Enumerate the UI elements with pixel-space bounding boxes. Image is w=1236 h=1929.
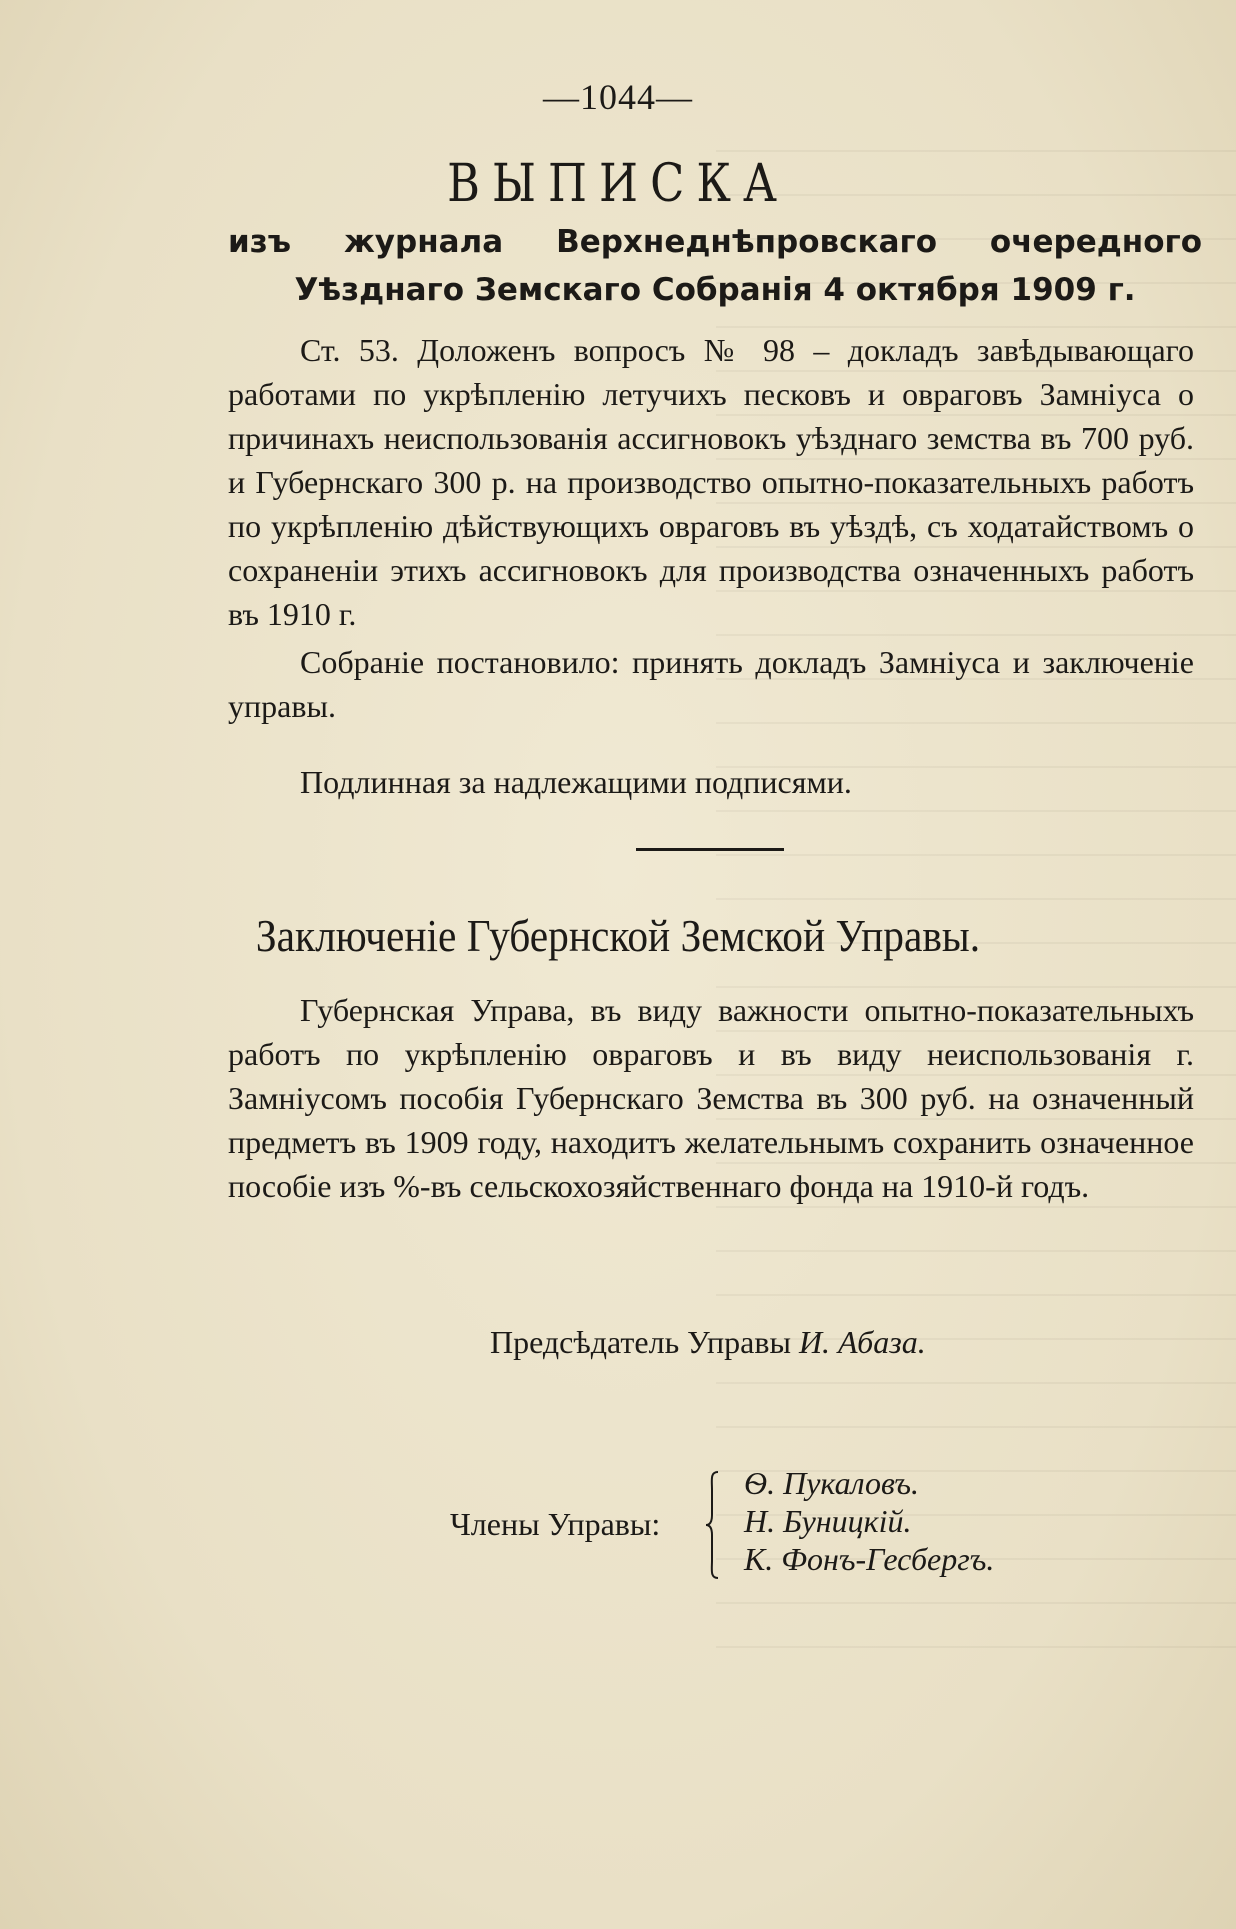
curly-brace-icon — [704, 1470, 720, 1580]
paragraph-report — [228, 328, 1194, 636]
members-list — [744, 1464, 994, 1578]
paragraph-resolution — [228, 640, 1194, 728]
paragraph-certification — [228, 760, 1194, 804]
document-subtitle: изъ журнала Верхнеднѣпровскаго очередного Уѣзднаго Земскаго Собранія 4 октября 1909 г. — [228, 224, 1202, 308]
chairman-label: Предсѣдатель Управы — [490, 1324, 791, 1360]
paragraph-certification-text: Подлинная за надлежащими подписями. — [300, 764, 852, 800]
paragraph-conclusion-text: Губернская Управа, въ виду важности опытно-показательныхъ работъ по укрѣпленію овраговъ и въ виду неиспользованія г. Замніусомъ пособія Губернскаго Земства въ 300 руб. на означенный предметъ въ 1909 году, находитъ желательнымъ сохранить означенное пособіе изъ %-въ сельскохозяйственнаго фонда на 1910-й годъ. — [228, 992, 1194, 1204]
document-title: ВЫПИСКА — [447, 154, 789, 214]
members-label: Члены Управы: — [450, 1506, 661, 1542]
member-name: Ѳ. Пукаловъ. — [744, 1465, 920, 1501]
paragraph-resolution-text: Собраніе постановило: принять докладъ Замніуса и заключеніе управы. — [228, 644, 1194, 724]
paragraph-conclusion — [228, 988, 1194, 1208]
chairman-signature-line — [490, 1320, 926, 1364]
member-name: К. Фонъ-Гесбергъ. — [744, 1541, 995, 1577]
chairman-name: И. Абаза. — [798, 1324, 926, 1360]
section-divider — [636, 848, 784, 851]
section-title: Заключеніе Губернской Земской Управы. — [255, 910, 981, 961]
member-name: Н. Буницкій. — [744, 1503, 912, 1539]
paragraph-report-text: Ст. 53. Доложенъ вопросъ № 98 – докладъ завѣдывающаго работами по укрѣпленію летучихъ песковъ и овраговъ Замніуса о причинахъ неиспользованія ассигновокъ уѣзднаго земства въ 700 руб. и Губернскаго 300 р. на производство опытно-показательныхъ работъ по укрѣпленію дѣйствующихъ овраговъ въ уѣздѣ, съ ходатайствомъ о сохраненіи этихъ ассигновокъ для производства означенныхъ работъ въ 1910 г. — [228, 332, 1194, 632]
page-number: —1044— — [543, 77, 693, 117]
